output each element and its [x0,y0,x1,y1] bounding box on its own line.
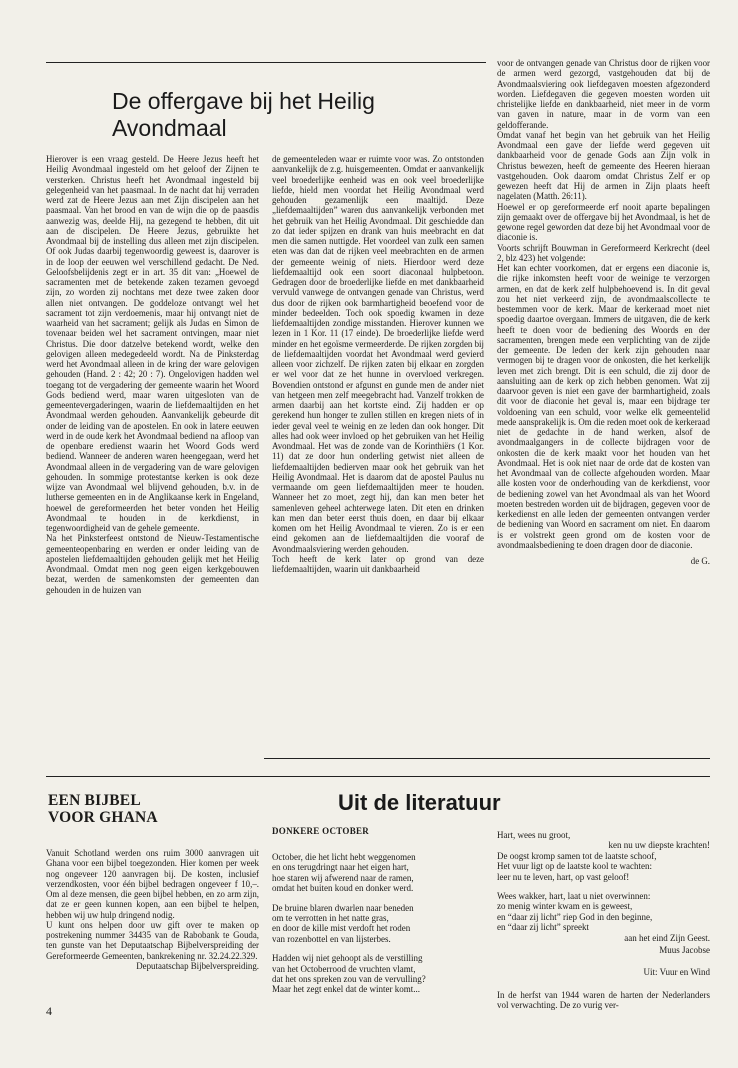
article-paragraph: Na het Pinksterfeest ontstond de Nieuw-Testamentische gemeenteopenbaring en werden er onder leiding van de apostelen liefdemaaltijden gehouden gelijk met het Heilig Avondmaal. Omdat men nog geen eigen kerkgebouwen bezat, werden de samenkomsten der gemeenten dan gehouden in de huizen van [46,533,259,595]
article-paragraph: de gemeenteleden waar er ruimte voor was. Zo ontstonden aanvankelijk de z.g. huisgemeenten. Omdat er aanvankelijk veel broederlijke eenheid was en ook veel broederlijke liefde, hield men voordat het Heilig Avondmaal werd gehouden gezamenlijk een maaltijd. Deze „liefdemaaltijden” waren dus aanvankelijk verbonden met het gebruik van het Heilig Avondmaal. Dit geschiedde dan zo dat ieder spijzen en drank van huis meebracht en dat men die samen nuttigde. Het voordeel van zulk een samen eten was dan dat de rijken veel meebrachten en de armen der gemeente weinig of niets. Hierdoor werd deze liefdemaaltijd ook een soort diaconaal hulpbetoon. Gedragen door de broederlijke liefde en met dankbaarheid vervuld vanwege de ontvangen genade van Christus, werd dus door de rijken ook barmhartigheid beoefend voor de minder bedeelden. Toch ook spoedig kwamen in deze liefdemaaltijden zondige misstanden. Hierover kunnen we lezen in 1 Kor. 11 (17 einde). De broederlijke liefde werd minder en het egoïsme vermeerderde. De rijken zorgden bij de liefdemaaltijden voordat het Avondmaal werd gevierd alleen voor zichzelf. De rijken zaten bij elkaar en zorgden er wel voor dat ze het hunne in overvloed verkregen. Bovendien ontstond er afgunst en gunde men de ander niet van hetgeen men zelf meegebracht had. Vanzelf trokken de armen daarbij aan het kortste eind. Zij hadden er op gerekend hun honger te zullen stillen en kregen niets of in ieder geval veel te weinig en ze leden dan ook honger. Dit alles had ook weer invloed op het gebruiken van het Heilig Avondmaal. Het was de zonde van de Korinthiërs (1 Kor. 11) dat ze door hun onderling getwist niet alleen de liefdemaaltijden bedierven maar ook het gebruik van het Heilig Avondmaal. Het is daarom dat de apostel Paulus nu vermaande om geen liefdemaaltijden meer te houden. Wanneer het zo moet, zegt hij, dan kan men beter het samenleven geheel achterwege laten. Dit eten en drinken kan men dan beter eerst thuis doen, en daar bij elkaar komen om het Heilig Avondmaal te vieren. Zo is er een eind gekomen aan de liefdemaaltijden die vooraf de Avondmaalsviering werden gehouden. [272,154,484,554]
poem-column-1 [272,852,487,1004]
poem-line: ken nu uw diepste krachten! [608,840,710,851]
ghana-paragraph: Vanuit Schotland werden ons ruim 3000 aanvragen uit Ghana voor een bijbel toegezonden. Hier komen per week nog ongeveer 120 aanvragen bij. De kosten, inclusief verzendkosten, voor één bijbel bedragen ongeveer f 10,–. Om al deze mensen, die geen bijbel hebben, en zo arm zijn, dat ze er geen kunnen kopen, aan een bijbel te helpen, hebben wij uw hulp dringend nodig. [46,848,259,920]
page-number: 4 [46,1004,52,1018]
literature-continuation: In de herfst van 1944 waren de harten der Nederlanders vol verwachting. De zo vurig ver- [497,989,710,1011]
article-paragraph: voor de ontvangen genade van Christus door de rijken voor de armen werd gezorgd, vastgehouden dat bij de Avondmaalsviering ook liefdegaven moesten afgezonderd worden. Liefdegaven die gegeven moesten worden uit christelijke liefde en dankbaarheid, niet meer in de vorm van gaven in nature, maar in de vorm van een geldofferande. [497,58,710,130]
ghana-title-line1: EEN BIJBEL [48,792,141,809]
poem-column-2 [497,830,710,1011]
poem-line: Hart, wees nu groot, [497,830,571,840]
ghana-signature: Deputaatschap Bijbelverspreiding. [136,960,259,971]
article-paragraph: Omdat vanaf het begin van het gebruik van het Heilig Avondmaal een gave der liefde werd gegeven uit dankbaarheid voor de genade Gods aan Zijn volk in Christus bewezen, heeft de gemeente des Heeren hieraan vastgehouden. Ook daarom omdat Christus Zelf er op gewezen heeft dat Hij de armen in Zijn plaats heeft nagelaten (Matth. 26:11). [497,129,710,202]
section-divider-rule-short [264,758,710,759]
poem-stanza: De oogst kromp samen tot de laatste schoof, Het vuur ligt op de laatste kool te wachten: leer nu te leven, hart, op vast geloof! [497,850,657,882]
section-divider-rule [46,776,710,777]
article-column-3 [497,58,710,748]
article-signature: de G. [690,556,710,566]
poem-source: Uit: Vuur en Wind [643,967,710,978]
article-paragraph: Hoewel er op gereformeerde erf nooit aparte bepalingen zijn gemaakt over de offergave bij het Avondmaal, is het de gewone regel geworden dat deze bij het Avondmaal voor de diaconie is. [497,201,710,243]
article-paragraph: Toch heeft de kerk later op grond van deze liefdemaaltijden, waarin uit dankbaarheid [272,553,484,574]
literature-title: Uit de literatuur [338,790,501,815]
poem-title: DONKERE OCTOBER [272,826,370,836]
ghana-title-line2: VOOR GHANA [48,809,158,826]
ghana-paragraph: U kunt ons helpen door uw gift over te maken op postrekening nummer 34435 van de Rabobank te Gouda, ten gunste van het Deputaatschap Bijbelverspreiding der Gereformeerde Gemeenten, bankrekening nr. 32.24.22.329. [46,919,259,961]
poem-stanza: Hadden wij niet gehoopt als de verstilling van het Octoberrood de vruchten vlamt, dat het ons spreken zou van de vervulling? Maar het zegt enkel dat de winter komt... [272,953,426,995]
article-column-1 [46,154,259,772]
top-rule [46,62,486,63]
ghana-body [46,848,259,988]
ghana-title [48,792,248,826]
poem-stanza: De bruine blaren dwarlen naar beneden om te verrotten in het natte gras, en door de kille mist verdoft het roden van rozenbottel en van lijsterbes. [272,902,414,944]
poem-author: Muus Jacobse [659,945,710,956]
article-column-2 [272,154,484,772]
poem-stanza: October, die het licht hebt weggenomen en ons terugdringt naar het eigen hart, hoe staren wij afwerend naar de ramen, omdat het buiten koud en donker werd. [272,852,416,894]
poem-stanza: Wees wakker, hart, laat u niet overwinnen: zo menig winter kwam en is geweest, en “daar zij licht” riep God in den beginne, en “daar zij licht” spreekt [497,891,653,933]
article-title: De offergave bij het Heilig Avondmaal [112,88,375,141]
article-paragraph: Het kan echter voorkomen, dat er ergens een diaconie is, die rijke inkomsten heeft voor de weinige te verzorgen armen, en dat de kerk zelf hulpbehoevend is. In dit geval zou het niet verkeerd zijn, de avondmaalscollecte te bestemmen voor de kerk. Maar de kerkeraad moet niet spoedig daartoe overgaan. Immers de uitgaven, die de kerk heeft te doen voor de bediening des Woords en der sacramenten, brengen mede een verplichting van de zijde der gemeente. De leden der kerk zijn gehouden naar vermogen bij te dragen voor de onkosten, die het kerkelijk leven met zich brengt. Dit is een schuld, die zij door de aansluiting aan de kerk op zich hebben genomen. Wat zij daarvoor geven is niet een gave der barmhartigheid, zoals dit voor de diaconie het geval is, maar een bijdrage ter voldoening van een schuld, voor welke elk gemeentelid mede aansprakelijk is. Om die reden moet ook de kerkeraad niet de gedachte in de hand werken, alsof de avondmaalgangers in de collecte bijdragen voor de onkosten die de kerk maakt voor het houden van het Avondmaal. Het is ook niet naar de orde dat de kosten van het Avondmaal van de collecte afgehouden worden. Maar alle kosten voor de onderhouding van de kerkdienst, voor de bediening zowel van het Avondmaal als van het Woord moeten bestreden worden uit de bijdragen, gegeven voor de kerkedienst en alle leden der gemeenten ontvangen verder de bediening van Woord en sacrament om niet. En daarom is er volstrekt geen grond om de kosten voor de avondmaalsbediening te doen dragen door de diaconie. [497,263,710,550]
article-paragraph: Voorts schrijft Bouwman in Gereformeerd Kerkrecht (deel 2, blz 423) het volgende: [497,242,710,263]
article-paragraph: Hierover is een vraag gesteld. De Heere Jezus heeft het Heilig Avondmaal ingesteld om het geloof der Zijnen te versterken. Christus heeft het Avondmaal ingesteld bij gelegenheid van het paasmaal. In de nacht dat hij verraden werd zat de Heere Jezus aan met Zijn discipelen aan het paasmaal. Van het brood en van de wijn die op de paasdis aanwezig was, deelde Hij, na gezegend te hebben, dit uit aan de discipelen. De Heere Jezus, gebruikte het Avondmaal bij de instelling dus alleen met zijn discipelen. Of ook Judas daarbij tegenwoordig geweest is, daarover is in de loop der eeuwen wel verschillend gedacht. De Ned. Geloofsbelijdenis zegt er in art. 35 dit van: „Hoewel de sacramenten met de betekende zaken tezamen gevoegd zijn, zo worden zij nochtans met deze twee zaken door allen niet ontvangen. De goddeloze ontvangt wel het sacrament tot zijn verdoemenis, maar hij ontvangt niet de waarheid van het sacrament; gelijk als Judas en Simon de tovenaar beiden wel het sacrament ontvingen, maar niet Christus. Die door datzelve betekend wordt, welke den gelovigen alleen medegedeeld wordt. Na de Pinksterdag werd het Avondmaal alleen in de kring der ware gelovigen gehouden (Hand. 2 : 42; 20 : 7). Ongelovigen hadden wel toegang tot de vergadering der gemeente waarin het Woord Gods bediend werd, maar waren uitgesloten van de gemeentevergaderingen, waarin de liefdemaaltijden en het Avondmaal werden gehouden. Aanvankelijk gebeurde dit onder de leiding van de apostelen. En ook in latere eeuwen werd in de oude kerk het Avondmaal bediend na afloop van de openbare eredienst waarin het Woord Gods werd bediend. Wanneer de anderen waren heengegaan, werd het Avondmaal alleen in de vergadering van de ware gelovigen gehouden. In sommige protestantse kerken is ook deze wijze van Avondmaal wel blijvend gehouden, b.v. in de lutherse gemeenten en in de Anglikaanse kerk in Engeland, hoewel de gereformeerden het beter vonden het Heilig Avondmaal te houden in de kerkdienst, in tegenwoordigheid van de gehele gemeente. [46,154,259,533]
poem-line: aan het eind Zijn Geest. [624,932,710,943]
